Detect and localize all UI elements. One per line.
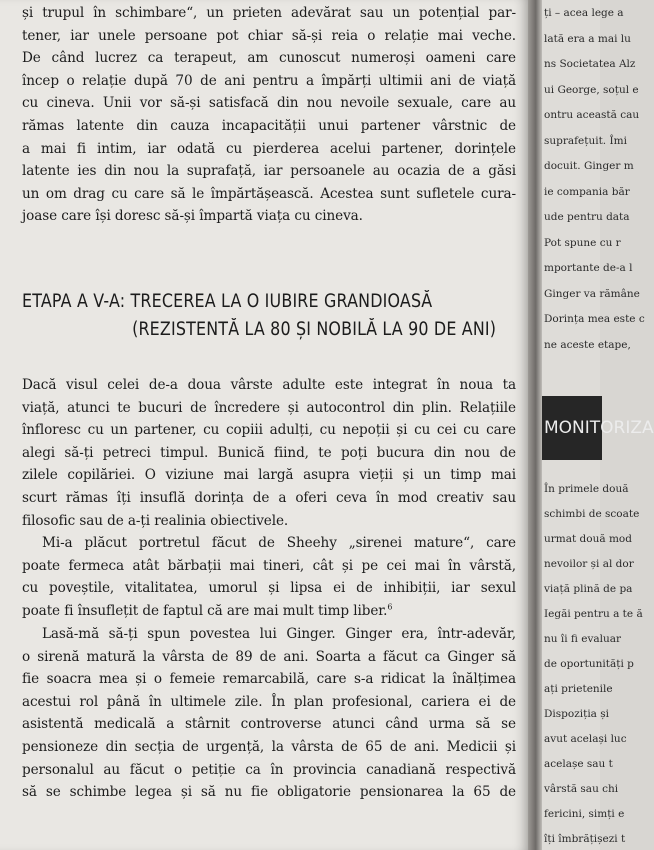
footnote-marker: 6 xyxy=(387,602,393,612)
text-line: latente ies din nou la suprafață, iar persoanele au ocazia de a găsi xyxy=(22,163,516,180)
adjacent-page-line: nevoilor și al dor xyxy=(544,558,634,570)
text-line: un om drag cu care să le împărtășească. Acestea sunt sufletele cura- xyxy=(22,185,516,202)
paragraph-4 xyxy=(22,623,516,804)
adjacent-page-line: acelașe sau t xyxy=(544,758,613,770)
text-line: personalul au făcut o petiție ca în provincia canadiană respectivă xyxy=(22,761,516,778)
text-line: pensioneze din secția de urgență, la vârsta de 65 de ani. Medicii și xyxy=(22,738,516,755)
text-line: alegi să-ți petreci timpul. Bunică fiind, te poți bucura din nou de xyxy=(22,444,516,461)
text-line: scurt rămas îți insuflă dorința de a oferi ceva în mod creativ sau xyxy=(22,489,516,506)
adjacent-page-line: ui George, soțul e xyxy=(544,83,639,96)
text-line: Mi-a plăcut portretul făcut de Sheehy „sirenei mature“, care xyxy=(42,535,516,551)
adjacent-page-line: ne aceste etape, xyxy=(544,338,631,351)
adjacent-page-line: viață plină de pa xyxy=(544,583,633,595)
paragraph-2 xyxy=(22,374,516,532)
text-line: să se schimbe legea și să nu fie obligatorie pensionarea la 65 de xyxy=(22,784,516,801)
adjacent-page-line: nu îi fi evaluar xyxy=(544,633,622,645)
text-line: filosofic sau de a-ți realinia obiectivele. xyxy=(22,512,289,529)
adjacent-page-line: avut același luc xyxy=(544,733,627,745)
text-line: Lasă-mă să-ți spun povestea lui Ginger. Ginger era, într-adevăr, xyxy=(42,626,516,642)
text-line: De când lucrez ca terapeut, am cunoscut numeroși oameni care xyxy=(22,50,516,67)
text-line: viață, atunci te bucuri de încredere și autocontrol din plin. Relațiile xyxy=(22,399,516,416)
adjacent-page-line: îți îmbrățișezi t xyxy=(544,833,626,845)
text-line: o sirenă matură la vârsta de 89 de ani. Soarta a făcut ca Ginger să xyxy=(22,648,516,665)
text-line: înfloresc cu un partener, cu copiii adulți, cu nepoții și cu cei cu care xyxy=(22,422,516,439)
adjacent-page-line: mportante de-a l xyxy=(544,262,633,274)
adjacent-page-line: Iegăi pentru a te ă xyxy=(544,608,643,620)
adjacent-page-line: ns Societatea Alz xyxy=(544,58,636,70)
adjacent-page-line: ați prietenile xyxy=(544,683,613,695)
adjacent-page-line: Dispoziția și xyxy=(544,708,610,720)
paragraph-1 xyxy=(22,2,516,228)
adjacent-page-heading: MONITORIZA xyxy=(542,396,602,460)
text-line: poate fermeca atât bărbații mai tineri, cât și pe cei mai în vârstă, xyxy=(22,557,516,574)
text-line: rămas latente din cauza incapacității unui partener vârstnic de xyxy=(22,117,516,134)
text-line: tener, iar unele persoane pot chiar să-și reia o relație mai veche. xyxy=(22,27,516,44)
adjacent-page-line: În primele două xyxy=(544,483,629,495)
adjacent-page-line: Pot spune cu r xyxy=(544,236,621,249)
adjacent-page-line: lată era a mai lu xyxy=(544,32,631,45)
adjacent-page-line: fericini, simți e xyxy=(544,808,625,820)
text-line: zilele copilăriei. O viziune mai largă asupra vieții și un timp mai xyxy=(22,467,516,484)
adjacent-page-line: ude pentru data xyxy=(544,211,630,223)
section-heading-line-1: ETAPA A V-A: TRECEREA LA O IUBIRE GRANDIOASĂ xyxy=(22,291,433,312)
text-line: încep o relație după 70 de ani pentru a împărți ultimii ani de viață xyxy=(22,72,516,89)
adjacent-page-line: suprafețuit. Îmi xyxy=(544,134,627,147)
text-line: și trupul în schimbare“, un prieten adevărat sau un potențial par- xyxy=(22,5,516,21)
text-line: joase care își doresc să-și împartă viața cu cineva. xyxy=(22,208,363,225)
adjacent-page-line: urmat două mod xyxy=(544,533,632,545)
text-line: cu cineva. Unii vor să-și satisfacă din nou nevoile sexuale, care au xyxy=(22,95,516,112)
adjacent-page-line: docuit. Ginger m xyxy=(544,160,634,172)
adjacent-page-line: vârstă sau chi xyxy=(544,783,619,795)
text-line: a mai fi intim, iar odată cu pierderea acelui partener, dorințele xyxy=(22,140,516,157)
text-line: Dacă visul celei de-a doua vârste adulte este integrat în noua ta xyxy=(22,377,516,393)
text-line: cu poveștile, vitalitatea, umorul și lipsa ei de inhibiții, iar sexul xyxy=(22,580,516,597)
adjacent-page-line: ie compania băr xyxy=(544,185,630,198)
text-line: acestui rol până în ultimele zile. În plan profesional, cariera ei de xyxy=(22,693,516,710)
text-line xyxy=(22,600,516,623)
text-line: asistentă medicală a stârnit controverse atunci când urma să se xyxy=(22,716,516,733)
adjacent-page-line: schimbi de scoate xyxy=(544,508,640,520)
adjacent-page-line: de oportunități p xyxy=(544,658,634,670)
section-heading xyxy=(22,288,516,344)
text-line: fie soacra mea și o femeie remarcabilă, care s-a ridicat la înălțimea xyxy=(22,671,516,688)
adjacent-page-line: Ginger va rămâne xyxy=(544,287,640,300)
text-line-content: poate fi însuflețit de faptul că are mai mult timp liber. xyxy=(22,602,388,619)
adjacent-page-line: ți – acea lege a xyxy=(544,7,624,19)
paragraph-3 xyxy=(22,532,516,622)
adjacent-page-line: ontru această cau xyxy=(544,109,640,121)
adjacent-page-line: Dorința mea este c xyxy=(544,313,645,325)
section-heading-line-2: (REZISTENTĂ LA 80 ȘI NOBILĂ LA 90 DE ANI) xyxy=(132,319,497,340)
adjacent-page xyxy=(542,0,654,850)
book-gutter xyxy=(528,0,542,850)
